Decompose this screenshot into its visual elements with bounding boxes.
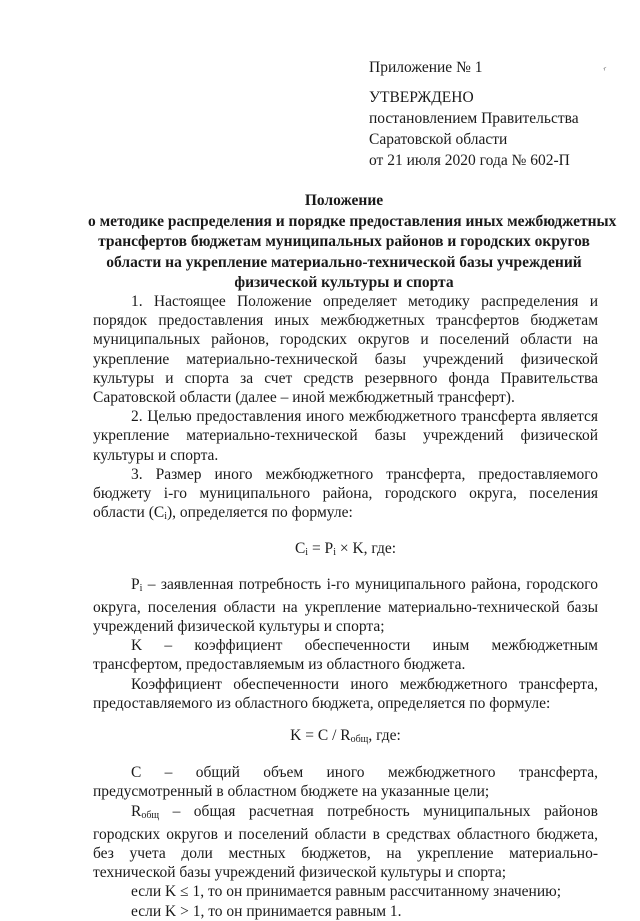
- appendix-label: Приложение № 1: [369, 59, 483, 76]
- formula-ci: $C_i = P_i \times K$, где:: [294, 540, 397, 559]
- title-line-4: области на укрепление материально-технической базы учреждений: [106, 253, 582, 271]
- paragraph-robsh: $R_{общ}$ – общая расчетная потребность муниципальных районов городских округов и поселений области в средствах областного бюджета, без учета доли местных бюджетов, на укрепление материально-технической базы учреждений физической культуры и спорта;: [93, 802, 598, 882]
- paragraph-k-gt-1: если K > 1, то он принимается равным 1.: [131, 902, 402, 920]
- approval-block: [369, 57, 579, 171]
- document-title: [88, 191, 617, 294]
- approval-line-1: постановлением Правительства: [369, 110, 579, 127]
- approval-line-3: от 21 июля 2020 года № 602-П: [369, 152, 570, 169]
- formula-k: $K = C / R_{общ}$, где:: [290, 727, 401, 746]
- paragraph-k-le-1: если K ≤ 1, то он принимается равным рассчитанному значению;: [131, 883, 562, 901]
- approved-label: УТВЕРЖДЕНО: [369, 89, 474, 106]
- title-line-1: Положение: [304, 192, 384, 209]
- title-line-5: физической культуры и спорта: [234, 274, 454, 291]
- paragraph-3: 3. Размер иного межбюджетного трансферта, предоставляемого бюджету i-го муниципального района, городского округа, поселения области $(C_i)$, определяется по формуле:: [93, 465, 598, 523]
- paragraph-pi: $P_i$ – заявленная потребность i-го муниципального района, городского округа, поселения области на укрепление материально-технической базы учреждений физической культуры и спорта;: [93, 575, 598, 636]
- paragraph-2: 2. Целью предоставления иного межбюджетного трансферта является укрепление материально-технической базы учреждений физической культуры и спорта.: [93, 408, 598, 464]
- paragraph-coefficient: Коэффициент обеспеченности иного межбюджетного трансферта, предоставляемого из областного бюджета, определяется по формуле:: [93, 675, 598, 712]
- paragraph-k: K – коэффициент обеспеченности иным межбюджетным трансфертом, предоставляемым из областного бюджета.: [93, 637, 598, 674]
- margin-mark: ‹: [601, 61, 609, 75]
- document-body: [93, 292, 598, 921]
- approval-line-2: Саратовской области: [369, 131, 508, 148]
- paragraph-1: 1. Настоящее Положение определяет методику распределения и порядок предоставления иных межбюджетных трансфертов бюджетам муниципальных районов, городских округов и поселений области на укрепление материально-технической базы учреждений физической культуры и спорта за счет средств резервного фонда Правительства Саратовской области (далее – иной межбюджетный трансферт).: [93, 293, 598, 407]
- title-line-2: о методике распределения и порядке предоставления иных межбюджетных: [88, 212, 617, 230]
- title-line-3: трансфертов бюджетам муниципальных районов и городских округов: [98, 233, 590, 250]
- paragraph-c: C – общий объем иного межбюджетного трансферта, предусмотренный в областном бюджете на указанные цели;: [93, 764, 598, 801]
